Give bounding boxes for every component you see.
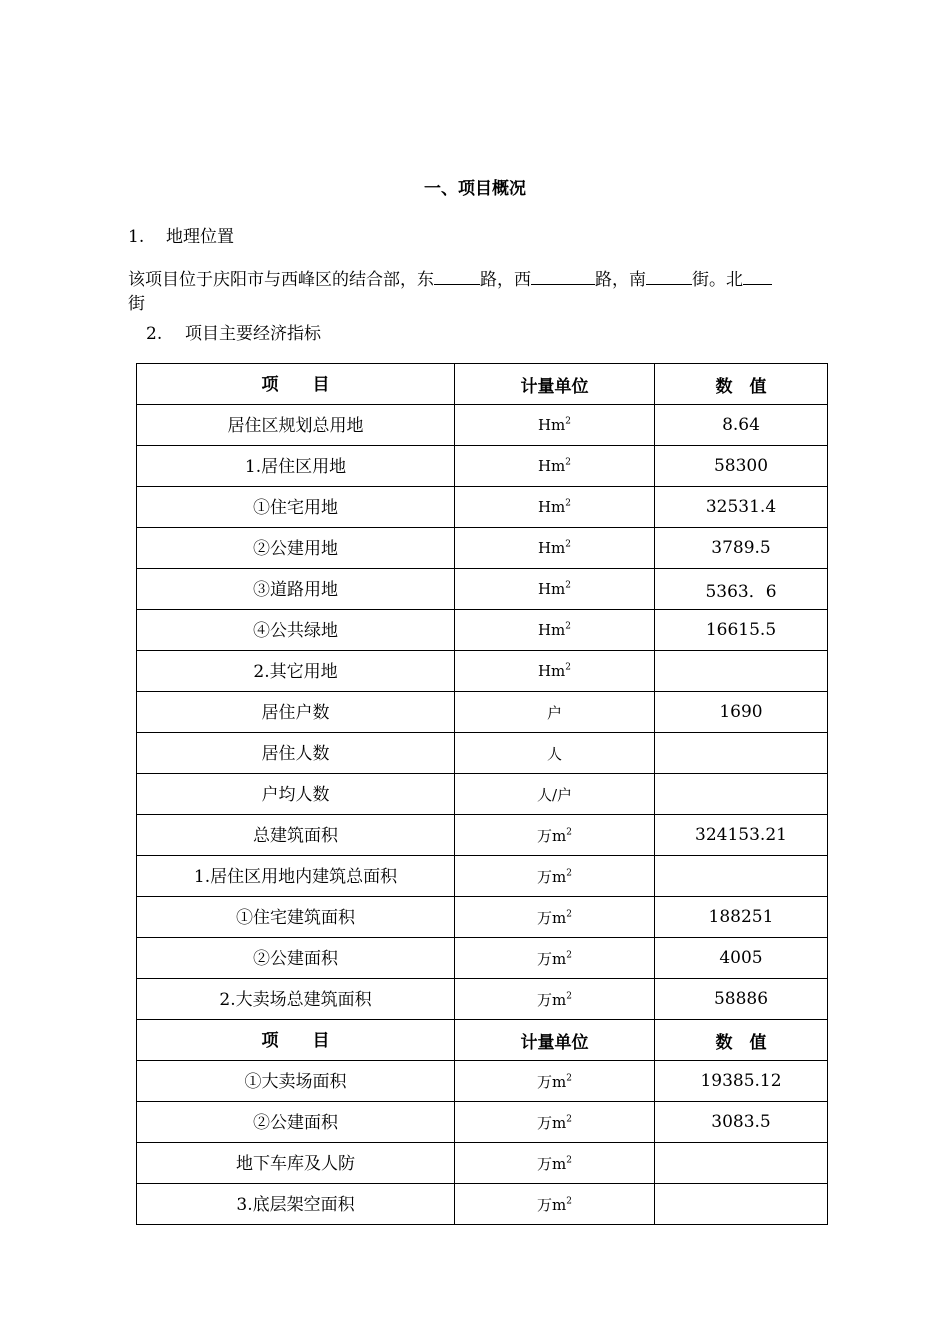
item-cell: 2.大卖场总建筑面积 [137,979,455,1020]
unit-cell [455,487,655,528]
value-cell [655,856,828,897]
value-cell [655,733,828,774]
table-row [137,774,828,815]
value-cell [655,651,828,692]
item-cell: ②公建用地 [137,528,455,569]
unit-superscript: 2 [566,1195,572,1206]
value-cell: 16615.5 [655,610,828,651]
table-row [137,528,828,569]
item-cell: 1.居住区用地内建筑总面积 [137,856,455,897]
table-row [137,610,828,651]
item-cell: 居住人数 [137,733,455,774]
item-cell: ②公建面积 [137,1102,455,1143]
value-cell: 5363．6 [655,569,828,610]
unit-text: 万m [537,867,567,886]
blank-east [434,268,480,285]
table-row [137,856,828,897]
location-text: 路，西 [480,270,531,290]
table-body [137,364,828,1225]
unit-text: Hm [537,580,566,598]
item-cell: 项 目 [137,364,455,405]
unit-cell [455,651,655,692]
item-cell: 项 目 [137,1020,455,1061]
unit-superscript: 2 [565,621,572,632]
value-cell: 58886 [655,979,828,1020]
unit-text: Hm [537,498,566,516]
location-text: 街 [128,294,145,314]
unit-cell [455,979,655,1020]
table-row [137,938,828,979]
table-header-row [137,364,828,405]
value-cell: 188251 [655,897,828,938]
blank-north [743,268,772,285]
unit-superscript: 2 [565,539,572,550]
unit-superscript: 2 [566,1072,572,1083]
item-cell: ③道路用地 [137,569,455,610]
item-cell: 1.居住区用地 [137,446,455,487]
location-text: 路，南 [595,270,646,290]
unit-text: 万m [537,1113,567,1132]
item-cell: 3.底层架空面积 [137,1184,455,1225]
unit-text: 户 [546,703,562,722]
value-cell: 数 值 [655,364,828,405]
item-cell: 2.其它用地 [137,651,455,692]
table-row [137,651,828,692]
table-row [137,405,828,446]
item-cell: 居住户数 [137,692,455,733]
location-text: 街。北 [692,270,743,290]
unit-text: 人 [546,744,562,763]
value-cell [655,774,828,815]
table-row [137,569,828,610]
value-cell: 1690 [655,692,828,733]
unit-superscript: 2 [566,908,572,919]
unit-superscript: 2 [565,416,572,427]
unit-text: Hm [537,416,566,434]
table-row [137,979,828,1020]
table-row [137,1061,828,1102]
value-cell: 3083.5 [655,1102,828,1143]
unit-text: 万m [537,1154,567,1173]
unit-superscript: 2 [565,580,572,591]
table-row [137,733,828,774]
unit-cell [455,1184,655,1225]
unit-superscript: 2 [565,457,572,468]
blank-south [646,268,692,285]
value-cell [655,1143,828,1184]
section-label: 地理位置 [166,227,234,247]
unit-cell: 计量单位 [455,1020,655,1061]
section-heading-indicators [146,319,321,344]
table-row [137,1102,828,1143]
item-cell: ④公共绿地 [137,610,455,651]
table-row [137,897,828,938]
unit-cell [455,938,655,979]
unit-text: 万m [537,1195,567,1214]
value-cell: 8.64 [655,405,828,446]
unit-superscript: 2 [565,662,572,673]
item-cell: ①住宅用地 [137,487,455,528]
unit-superscript: 2 [566,826,572,837]
table-row [137,487,828,528]
unit-cell [455,897,655,938]
unit-superscript: 2 [566,990,572,1001]
unit-cell [455,446,655,487]
page-title: 一、项目概况 [424,179,526,199]
unit-text: 万m [537,826,567,845]
table-row [137,815,828,856]
unit-cell [455,528,655,569]
unit-text: Hm [537,539,566,557]
item-cell: 地下车库及人防 [137,1143,455,1184]
item-cell: 户均人数 [137,774,455,815]
unit-text: 人/户 [536,785,573,804]
unit-cell [455,1143,655,1184]
unit-cell [455,692,655,733]
item-cell: 总建筑面积 [137,815,455,856]
unit-cell [455,815,655,856]
location-text: 该项目位于庆阳市与西峰区的结合部，东 [128,270,434,290]
unit-cell [455,774,655,815]
item-cell: ①住宅建筑面积 [137,897,455,938]
unit-cell [455,856,655,897]
unit-cell: 计量单位 [455,364,655,405]
unit-cell [455,1061,655,1102]
section-heading-location [128,222,234,247]
value-cell: 58300 [655,446,828,487]
unit-cell [455,610,655,651]
item-cell: ①大卖场面积 [137,1061,455,1102]
value-cell: 32531.4 [655,487,828,528]
unit-superscript: 2 [566,1113,572,1124]
section-number: 1. [128,227,145,247]
unit-text: 万m [537,1072,567,1091]
value-cell: 3789.5 [655,528,828,569]
table-row [137,1184,828,1225]
unit-superscript: 2 [566,949,572,960]
unit-text: Hm [537,621,566,639]
unit-text: 万m [537,990,567,1009]
unit-cell [455,733,655,774]
unit-superscript: 2 [566,1154,572,1165]
economic-indicators-table [136,363,828,1225]
unit-text: 万m [537,908,567,927]
value-cell: 19385.12 [655,1061,828,1102]
section-label: 项目主要经济指标 [185,324,321,344]
blank-west [531,268,595,285]
table-row [137,1143,828,1184]
table-header-row [137,1020,828,1061]
location-paragraph [128,268,828,316]
unit-superscript: 2 [565,498,572,509]
item-cell: 居住区规划总用地 [137,405,455,446]
value-cell: 324153.21 [655,815,828,856]
unit-cell [455,569,655,610]
unit-text: Hm [537,662,566,680]
item-cell: ②公建面积 [137,938,455,979]
table-row [137,446,828,487]
unit-cell [455,405,655,446]
value-cell: 4005 [655,938,828,979]
section-number: 2. [146,324,163,344]
value-cell [655,1184,828,1225]
unit-text: Hm [537,457,566,475]
table-row [137,692,828,733]
unit-cell [455,1102,655,1143]
value-cell: 数 值 [655,1020,828,1061]
unit-text: 万m [537,949,567,968]
unit-superscript: 2 [566,867,572,878]
